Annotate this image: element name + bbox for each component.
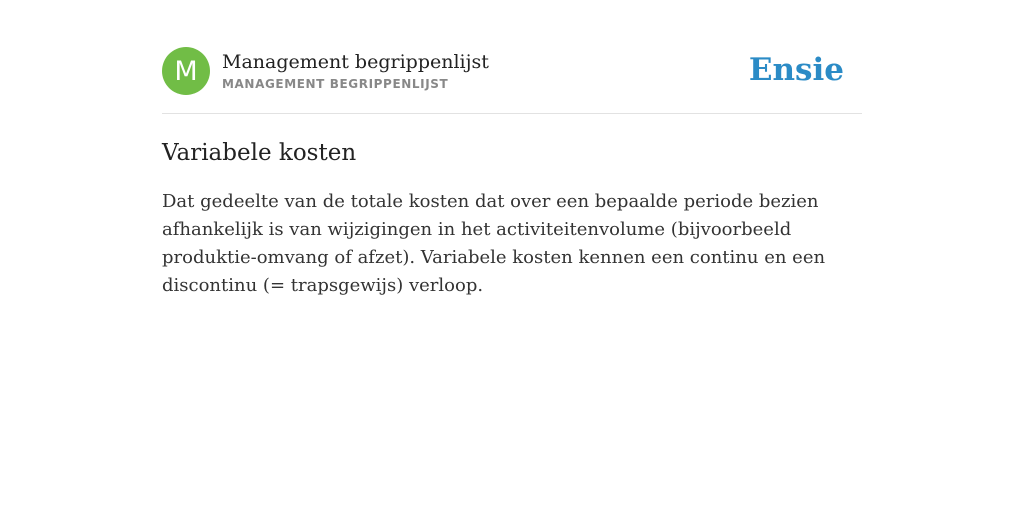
term-definition: Dat gedeelte van de totale kosten dat over een bepaalde periode bezien afhankelijk is van wijzigingen in het activiteitenvolume (bijvoorbeeld produktie-omvang of afzet). Variabele kosten kennen een continu en een discontinu (= trapsgewijs) verloop. <box>162 191 826 296</box>
header-divider <box>162 113 862 114</box>
list-avatar[interactable]: M <box>162 47 210 95</box>
list-subtitle: MANAGEMENT BEGRIPPENLIJST <box>222 76 449 91</box>
ensie-logo[interactable]: Ensie <box>748 52 844 88</box>
list-titles <box>222 50 489 93</box>
page-container <box>162 46 862 300</box>
term-title: Variabele kosten <box>162 140 357 166</box>
list-title[interactable]: Management begrippenlijst <box>222 50 489 73</box>
list-header <box>162 46 862 96</box>
